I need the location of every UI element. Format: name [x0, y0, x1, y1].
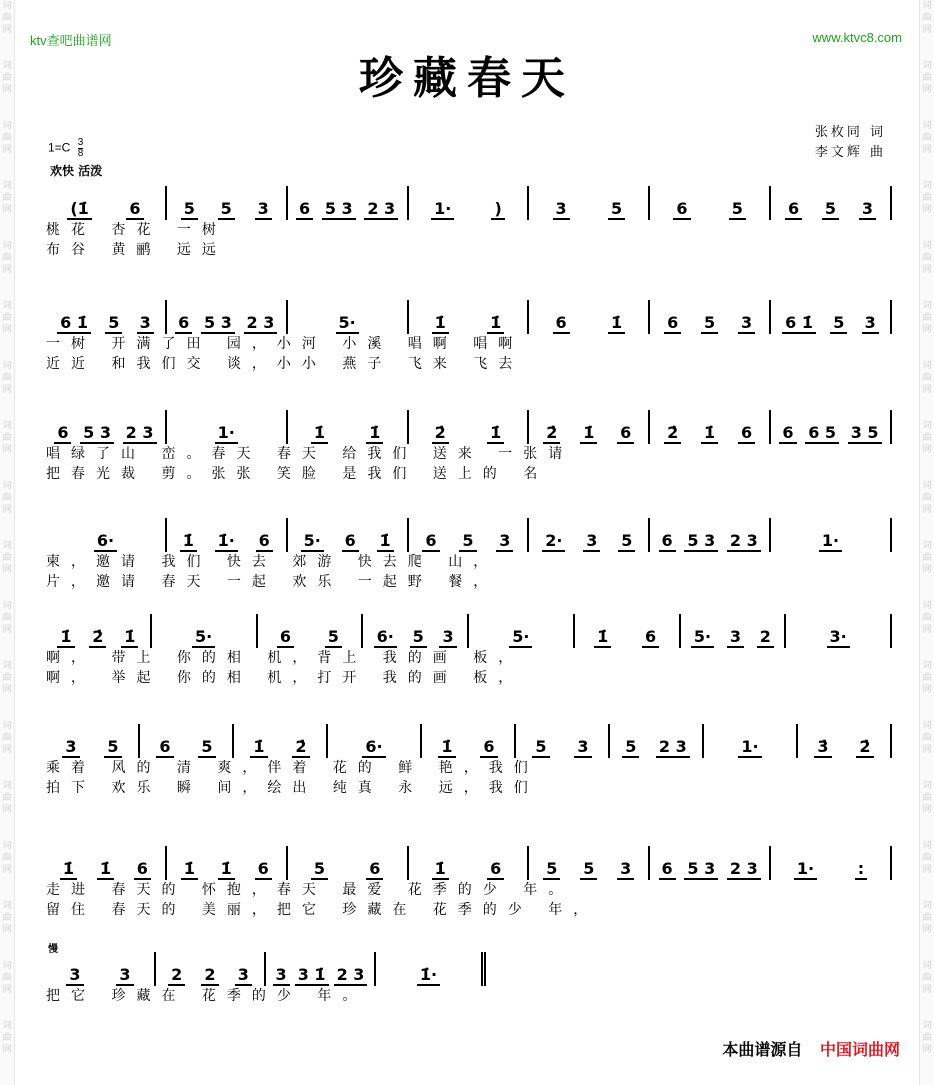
note: 6 [256, 531, 273, 552]
note: 2̇ [89, 627, 106, 648]
note: 5 [622, 737, 639, 758]
watermark-text: 词 曲 网 [2, 841, 12, 875]
right-watermark-strip [919, 0, 934, 1085]
measure [328, 724, 422, 758]
note: 6 [617, 423, 634, 444]
score-system [46, 410, 892, 484]
note: 5 3 [684, 859, 718, 880]
note: 5 [105, 313, 122, 334]
note: 3 [862, 313, 879, 334]
note: 6 [659, 531, 676, 552]
time-signature [78, 138, 84, 159]
source-footer [722, 1037, 900, 1060]
note: 5 [198, 737, 215, 758]
measure [140, 724, 234, 758]
watermark-text: 词 曲 网 [2, 1, 12, 35]
note: 6 [54, 423, 71, 444]
watermark-text: 词 曲 网 [922, 841, 932, 875]
note: 5 [580, 859, 597, 880]
measure [167, 186, 288, 220]
note: 2̇ [543, 423, 560, 444]
measure [46, 952, 156, 986]
watermark-text: 词 曲 网 [922, 181, 932, 215]
watermark-text: 词 曲 网 [922, 421, 932, 455]
watermark-text: 词 曲 网 [922, 661, 932, 695]
note-row [46, 300, 892, 334]
key-signature [48, 138, 83, 159]
measure [771, 300, 892, 334]
note: 2 3 [334, 965, 368, 986]
note: 5 3 [322, 199, 356, 220]
key-label: 1=C [48, 140, 71, 155]
measure [650, 846, 771, 880]
note: 5 [104, 737, 121, 758]
lyric-line: 布谷 黄鹂 远远 [46, 242, 227, 258]
measure [409, 846, 530, 880]
note: 5 [532, 737, 549, 758]
lyric-line: 拍下 欢乐 瞬 间，绘出 纯真 永 远，我们 [46, 780, 539, 796]
note-row [46, 410, 892, 444]
note: 1̇· [417, 965, 440, 986]
measure [46, 300, 167, 334]
watermark-text: 词 曲 网 [922, 121, 932, 155]
measure [681, 614, 787, 648]
source-label: 本曲谱源自 [722, 1040, 803, 1059]
watermark-text: 词 曲 网 [2, 421, 12, 455]
note: 6 [664, 313, 681, 334]
measure [288, 410, 409, 444]
measure [167, 300, 288, 334]
note: 5 [543, 859, 560, 880]
note: 1· [431, 199, 454, 220]
note: 1̇ [60, 859, 77, 880]
note: 5 [729, 199, 746, 220]
watermark-text: 词 曲 网 [2, 601, 12, 635]
score-system [46, 300, 892, 374]
measure [516, 724, 610, 758]
note: 2̇ [292, 737, 309, 758]
note: 1̇ [487, 423, 504, 444]
lyric-line: 一树 开满了田 园，小河 小溪 唱啊 唱啊 [46, 336, 524, 352]
note: 6 [422, 531, 439, 552]
note: 1· [819, 531, 842, 552]
left-watermark-strip [0, 0, 15, 1085]
measure [529, 846, 650, 880]
measure [771, 846, 892, 880]
watermark-text: 词 曲 网 [2, 721, 12, 755]
watermark-text: 词 曲 网 [2, 961, 12, 995]
note: 1̇ [180, 531, 197, 552]
note-row [46, 186, 892, 220]
note-row [46, 952, 892, 986]
note: 1· [215, 423, 238, 444]
watermark-text: 词 曲 网 [922, 901, 932, 935]
note-row [46, 724, 892, 758]
note: 5 [608, 199, 625, 220]
measure [575, 614, 681, 648]
note: 6 [277, 627, 294, 648]
watermark-text: 词 曲 网 [922, 1, 932, 35]
lyric-line [46, 1006, 892, 1026]
note: 1̇ [97, 859, 114, 880]
note: 2̇ [856, 737, 873, 758]
watermark-text: 词 曲 网 [922, 541, 932, 575]
measure [650, 300, 771, 334]
measure [288, 846, 409, 880]
note: 6· [362, 737, 385, 758]
note: 6 [487, 859, 504, 880]
site-url-right[interactable]: www.ktvc8.com [812, 30, 902, 45]
note: 3 [137, 313, 154, 334]
measure [786, 614, 892, 648]
note: 3 [859, 199, 876, 220]
note: 1̇ [218, 859, 235, 880]
note: 1̇ [121, 627, 138, 648]
note: 1· [794, 859, 817, 880]
note: 3 [116, 965, 133, 986]
lyric-line: 近近 和我们交 谈，小小 燕子 飞来 飞去 [46, 356, 524, 372]
note: (1̇ [67, 199, 91, 220]
note: 6 [296, 199, 313, 220]
note: 3 [235, 965, 252, 986]
lyric-line: 片，邀请 春天 一起 欢乐 一起野 餐， [46, 574, 499, 590]
lyric-line: 留住 春天的 美丽，把它 珍藏在 花季的少 年， [46, 902, 599, 918]
watermark-text: 词 曲 网 [2, 361, 12, 395]
note: 6 [480, 737, 497, 758]
note: 5 [830, 313, 847, 334]
note: 2 3 [123, 423, 157, 444]
note: 5 3 [684, 531, 718, 552]
note: 3 [617, 859, 634, 880]
measure [258, 614, 364, 648]
watermark-text: 词 曲 网 [922, 961, 932, 995]
note-row [46, 518, 892, 552]
lyricist: 张枚同 词 [814, 125, 886, 140]
note: 2 3 [656, 737, 690, 758]
note: 3· [827, 627, 850, 648]
watermark-text: 词 曲 网 [2, 241, 12, 275]
measure [156, 952, 266, 986]
note: 3 5 [848, 423, 882, 444]
measure [771, 518, 892, 552]
note: 2 3 [727, 859, 761, 880]
measure [46, 614, 152, 648]
watermark-text: 词 曲 网 [2, 301, 12, 335]
note: 5 3 [80, 423, 114, 444]
note: 2 3 [244, 313, 278, 334]
score-system [46, 952, 892, 1026]
watermark-text: 词 曲 网 [922, 481, 932, 515]
note: 2 [168, 965, 185, 986]
credits [815, 123, 886, 163]
time-denominator: 8 [77, 148, 84, 159]
note: 5 [701, 313, 718, 334]
note: 1̇ [432, 859, 449, 880]
measure [422, 724, 516, 758]
measure [771, 410, 892, 444]
measure [469, 614, 575, 648]
note: 2 3 [727, 531, 761, 552]
note: ) [491, 199, 504, 220]
note: 1̇ [608, 313, 625, 334]
note: 6 [255, 859, 272, 880]
watermark-text: 词 曲 网 [2, 901, 12, 935]
note: 2 [201, 965, 218, 986]
measure [288, 518, 409, 552]
note: 1̇ [311, 423, 328, 444]
measure [46, 186, 167, 220]
slow-marking: 慢 [48, 944, 58, 955]
watermark-text: 词 曲 网 [922, 781, 932, 815]
measure [610, 724, 704, 758]
lyric-line: 啊， 带上 你的相 机，背上 我的画 板， [46, 650, 524, 666]
note: 1̇ [580, 423, 597, 444]
lyric-line: 柬，邀请 我们 快去 郊游 快去爬 山， [46, 554, 499, 570]
note: 6 [553, 313, 570, 334]
watermark-text: 词 曲 网 [2, 541, 12, 575]
watermark-text: 词 曲 网 [922, 301, 932, 335]
note: 5 [181, 199, 198, 220]
measure [529, 300, 650, 334]
note: 5· [509, 627, 532, 648]
watermark-text: 词 曲 网 [2, 181, 12, 215]
note: 3 [66, 965, 83, 986]
measure [46, 518, 167, 552]
measure [409, 410, 530, 444]
note: 1· [738, 737, 761, 758]
note: 5 [459, 531, 476, 552]
measure [529, 410, 650, 444]
measure [46, 846, 167, 880]
note: 5· [301, 531, 324, 552]
note-row [46, 846, 892, 880]
note-row [46, 614, 892, 648]
note: 2 [757, 627, 774, 648]
note: 1̇ [438, 737, 455, 758]
lyric-line: 桃花 杏花 一树 [46, 222, 227, 238]
measure [46, 410, 167, 444]
song-title: 珍藏春天 [359, 53, 575, 104]
note: 6 [175, 313, 192, 334]
note: 6 [785, 199, 802, 220]
watermark-text: 词 曲 网 [922, 361, 932, 395]
note: 3 [255, 199, 272, 220]
note: 1̇ [366, 423, 383, 444]
note: 1̇ [250, 737, 267, 758]
watermark-text: 词 曲 网 [2, 481, 12, 515]
lyric-line: 把春光裁 剪。张张 笑脸 是我们 送上的 名 [46, 466, 549, 482]
note: 1̇ [181, 859, 198, 880]
note: 6 [642, 627, 659, 648]
measure [288, 186, 409, 220]
note: 6 1̇ [57, 313, 91, 334]
measure [266, 952, 376, 986]
watermark-text: 词 曲 网 [922, 61, 932, 95]
note: 1̇ [594, 627, 611, 648]
measure [376, 952, 486, 986]
note: 6 [342, 531, 359, 552]
note: 6· [374, 627, 397, 648]
note: 1̇ [57, 627, 74, 648]
note: 3 1̇ [295, 965, 329, 986]
score-system [46, 186, 892, 260]
measure [46, 724, 140, 758]
measure [704, 724, 798, 758]
note: 3 [553, 199, 570, 220]
score-system [46, 724, 892, 798]
note: 6 [366, 859, 383, 880]
score-system [46, 518, 892, 592]
lyric-line: 乘着 风的 清 爽，伴着 花的 鲜 艳，我们 [46, 760, 539, 776]
note: 1̇ [432, 313, 449, 334]
watermark-text: 词 曲 网 [2, 61, 12, 95]
note: 3 [727, 627, 744, 648]
note: : [855, 859, 867, 880]
lyric-line: 把它 珍藏在 花季的少 年。 [46, 988, 368, 1004]
note: 5 [218, 199, 235, 220]
measure [288, 300, 409, 334]
time-numerator: 3 [77, 137, 84, 148]
note: 2̇ [664, 423, 681, 444]
note: 1̇ [377, 531, 394, 552]
watermark-text: 词 曲 网 [2, 661, 12, 695]
note: 6 [659, 859, 676, 880]
note: 6 [126, 199, 143, 220]
tempo-marking: 欢快 活泼 [50, 164, 103, 178]
measure [798, 724, 892, 758]
note: 3 [574, 737, 591, 758]
measure [234, 724, 328, 758]
note: 6 [156, 737, 173, 758]
measure [771, 186, 892, 220]
note: 3 [583, 531, 600, 552]
lyric-line: 唱绿了山 峦。春天 春天 给我们 送来 一张请 [46, 446, 574, 462]
note: 3 [62, 737, 79, 758]
measure [529, 518, 650, 552]
note: 5 3 [201, 313, 235, 334]
score-system [46, 846, 892, 920]
note: 6 [134, 859, 151, 880]
note: 2· [542, 531, 565, 552]
note: 6 [779, 423, 796, 444]
note: 3 [439, 627, 456, 648]
note: 3 [496, 531, 513, 552]
note: 5 [325, 627, 342, 648]
measure [167, 410, 288, 444]
note: 1̇ [701, 423, 718, 444]
watermark-text: 词 曲 网 [922, 721, 932, 755]
measure [409, 300, 530, 334]
measure [529, 186, 650, 220]
watermark-text: 词 曲 网 [922, 601, 932, 635]
source-site-link[interactable]: 中国词曲网 [819, 1040, 900, 1059]
site-name-left[interactable]: ktv查吧曲谱网 [30, 33, 112, 48]
note: 6 [673, 199, 690, 220]
watermark-text: 词 曲 网 [2, 781, 12, 815]
note: 3 [273, 965, 290, 986]
measure [152, 614, 258, 648]
note: 5 [618, 531, 635, 552]
measure [409, 518, 530, 552]
measure [650, 410, 771, 444]
note: 6· [94, 531, 117, 552]
composer: 李文辉 曲 [814, 145, 886, 160]
note: 3̇ [814, 737, 831, 758]
measure [409, 186, 530, 220]
note: 1̇· [215, 531, 238, 552]
measure [650, 186, 771, 220]
watermark-text: 词 曲 网 [922, 1021, 932, 1055]
watermark-text: 词 曲 网 [2, 121, 12, 155]
note: 5· [691, 627, 714, 648]
note: 6 [738, 423, 755, 444]
watermark-text: 词 曲 网 [2, 1021, 12, 1055]
score-system [46, 614, 892, 688]
measure [167, 846, 288, 880]
measure [650, 518, 771, 552]
note: 6 1̇ [782, 313, 816, 334]
note: 2̇ [432, 423, 449, 444]
lyric-line: 啊， 举起 你的相 机，打开 我的画 板， [46, 670, 524, 686]
note: 5· [192, 627, 215, 648]
note: 5· [336, 313, 359, 334]
note: 2 3 [364, 199, 398, 220]
lyric-line: 走进 春天的 怀抱，春天 最爱 花季的少 年。 [46, 882, 574, 898]
measure [167, 518, 288, 552]
watermark-text: 词 曲 网 [922, 241, 932, 275]
note: 1̇ [487, 313, 504, 334]
note: 5 [822, 199, 839, 220]
note: 5 [410, 627, 427, 648]
note: 3 [738, 313, 755, 334]
note: 5 [311, 859, 328, 880]
measure [363, 614, 469, 648]
note: 6 5 [805, 423, 839, 444]
